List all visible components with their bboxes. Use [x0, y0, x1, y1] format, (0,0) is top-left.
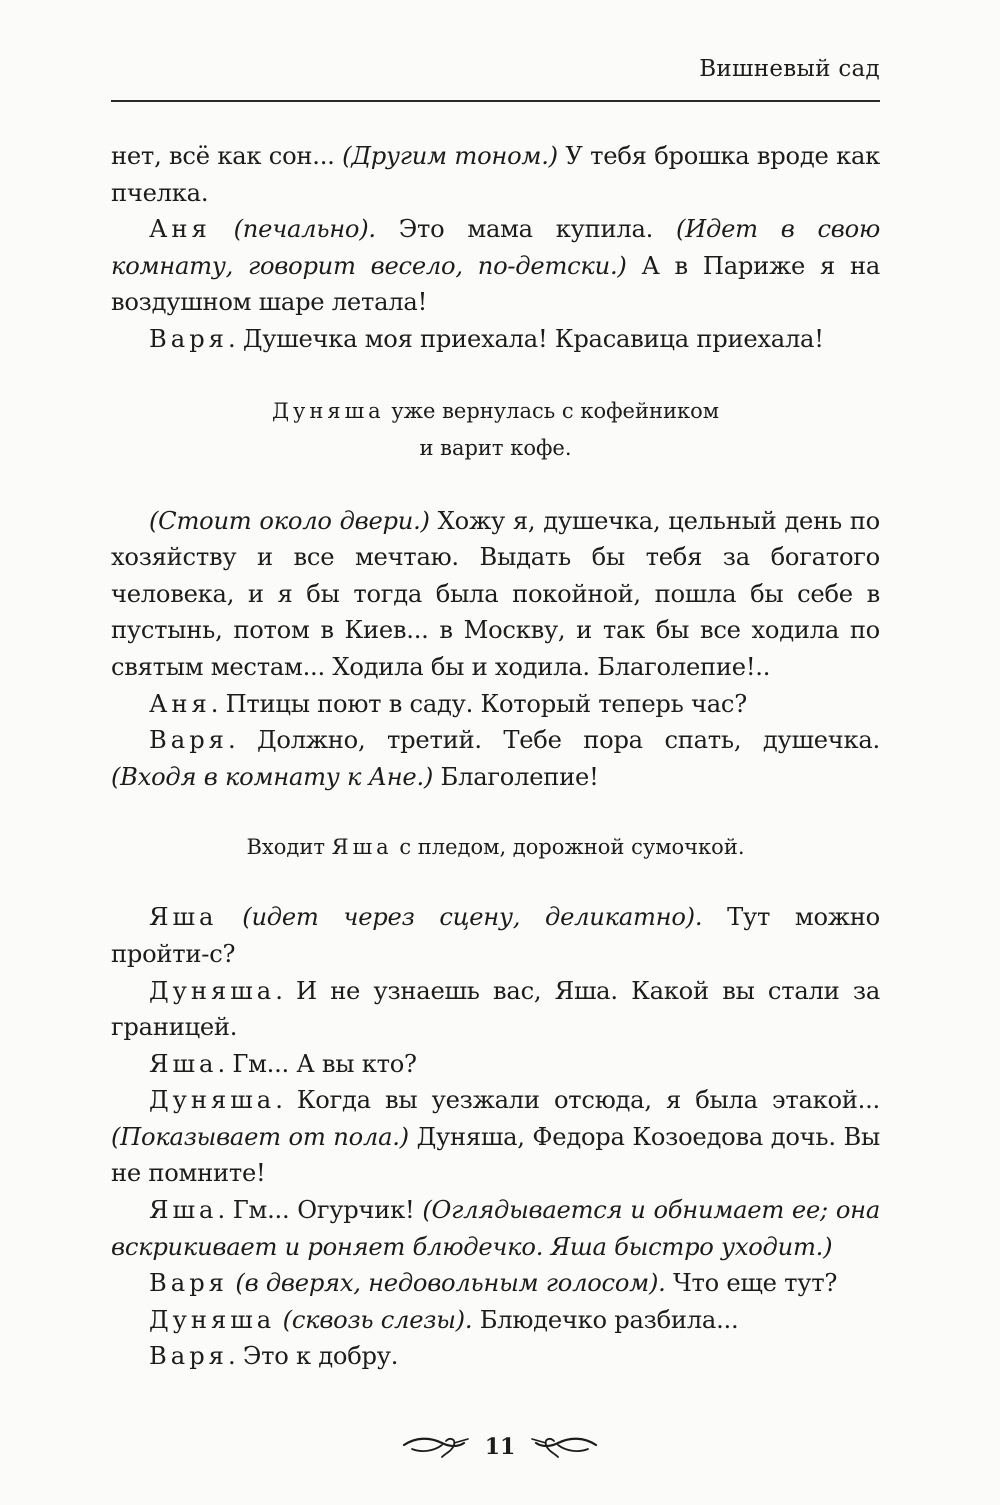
speaker-name: Варя — [149, 726, 228, 755]
text-run: уже вернулась с кофейником — [384, 398, 720, 423]
stage-direction: (Другим тоном.) — [342, 142, 558, 170]
text-run: . И не узнаешь вас, Яша. Какой вы стали за границей. — [111, 976, 880, 1042]
text-run: . Это к добру. — [227, 1342, 399, 1371]
text-run: Дуняша, Федора Козоедова дочь. Вы не помните! — [111, 1122, 880, 1188]
speaker-name: Яша — [149, 1196, 218, 1225]
paragraph — [111, 138, 880, 211]
dialogue-line — [111, 899, 880, 972]
text-run: . Гм... Огурчик! — [217, 1196, 423, 1225]
speaker-name: Дуняша — [149, 1086, 276, 1115]
page-footer — [0, 1431, 1000, 1463]
text-run: . Должно, третий. Тебе пора спать, душечка. — [227, 726, 880, 755]
dialogue-line — [111, 722, 880, 795]
dialogue-line — [111, 211, 880, 321]
dialogue-line — [111, 1192, 880, 1265]
speaker-name: Варя — [149, 324, 228, 353]
text-run: Благолепие! — [433, 762, 599, 791]
right-flourish-icon — [528, 1431, 598, 1467]
text-run: Входит — [246, 835, 332, 860]
speaker-name: Яша — [331, 835, 393, 860]
text-run — [275, 1306, 282, 1334]
speaker-name: Аня — [149, 215, 211, 244]
dialogue-line — [111, 1046, 880, 1083]
page-number: 11 — [484, 1434, 516, 1460]
speaker-name: Дуняша — [149, 1305, 276, 1334]
stage-direction-block — [111, 829, 880, 866]
text-run — [211, 215, 234, 243]
speaker-name: Варя — [149, 1269, 228, 1298]
stage-direction: (Идет в свою комнату, говорит весело, по-детски.) — [111, 215, 880, 280]
stage-direction: (Стоит около двери.) — [149, 506, 430, 535]
text-run: и варит кофе. — [419, 435, 572, 460]
stage-direction: (Входя в комнату к Ане.) — [111, 762, 434, 791]
stage-direction: (Оглядывается и обнимает ее; она вскрикивает и роняет блюдечко. Яша быстро уходит.) — [111, 1196, 880, 1261]
text-run: Хожу я, душечка, цельный день по хозяйству и все мечтаю. Выдать бы тебя за богатого человека, и я бы тогда была покойной, пошла бы себе в пустынь, потом в Киев... в Москву, и так бы все ходила по святым местам... Ходила бы и ходила. Благолепие!.. — [111, 506, 880, 681]
dialogue-line — [111, 1338, 880, 1375]
stage-direction: (Показывает от пола.) — [111, 1122, 409, 1151]
text-run: У тебя брошка вроде как пчелка. — [111, 142, 880, 207]
text-run: Блюдечко разбила... — [472, 1305, 739, 1334]
dialogue-line — [111, 321, 880, 358]
text-run: А в Париже я на воздушном шаре летала! — [111, 251, 880, 317]
text-run: . Когда вы уезжали отсюда, я была этакой... — [275, 1086, 880, 1115]
text-run: . Душечка моя приехала! Красавица приехала! — [227, 324, 824, 353]
text-run: Что еще тут? — [665, 1269, 838, 1298]
stage-direction-block — [111, 393, 880, 467]
text-run: с пледом, дорожной сумочкой. — [392, 835, 745, 860]
stage-direction: (идет через сцену, деликатно). — [242, 903, 703, 932]
dialogue-line — [111, 973, 880, 1046]
stage-direction: (печально). — [233, 215, 376, 244]
page-body — [111, 138, 880, 1375]
stage-direction: (в дверях, недовольным голосом). — [235, 1269, 666, 1298]
speaker-name: Дуняша — [271, 398, 385, 423]
text-run: Тут можно пройти-с? — [111, 903, 880, 968]
text-run: . Гм... А вы кто? — [217, 1049, 417, 1078]
dialogue-line — [111, 686, 880, 723]
dialogue-line — [111, 503, 880, 686]
text-run: Это мама купила. — [375, 215, 676, 244]
header-rule — [111, 100, 880, 102]
speaker-name: Аня — [149, 689, 211, 718]
book-title: Вишневый сад — [699, 56, 880, 82]
speaker-name: Варя — [149, 1342, 228, 1371]
left-flourish-icon — [402, 1431, 472, 1467]
dialogue-line — [111, 1082, 880, 1192]
running-header — [111, 56, 880, 82]
stage-direction: (сквозь слезы). — [282, 1305, 473, 1334]
dialogue-line — [111, 1265, 880, 1302]
speaker-name: Яша — [149, 903, 218, 932]
speaker-name: Дуняша — [149, 976, 276, 1005]
text-run — [217, 903, 242, 931]
speaker-name: Яша — [149, 1049, 218, 1078]
dialogue-line — [111, 1302, 880, 1339]
text-run: нет, всё как сон... — [111, 142, 343, 170]
text-run: . Птицы поют в саду. Который теперь час? — [210, 689, 747, 718]
